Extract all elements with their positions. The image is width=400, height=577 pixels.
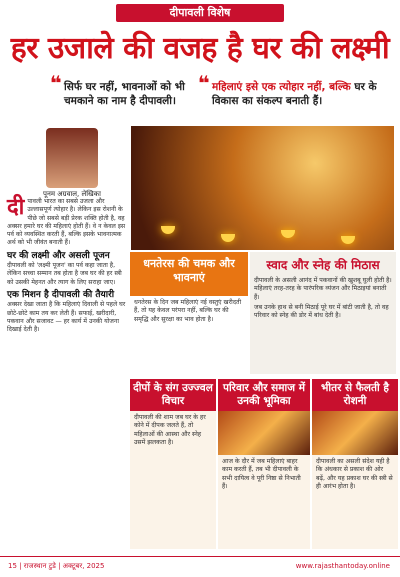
bottom-box-2-text: आज के दौर में जब महिलाएं बाहर काम करती हैं, तब भी दीपावली के सभी दायित्व वे पूरी निष्ठा से निभाती हैं।: [222, 458, 301, 490]
author-avatar: [46, 128, 98, 188]
diya-icon: [161, 226, 175, 234]
intro-paragraph: [7, 195, 129, 248]
bottom-box-1: [130, 379, 216, 549]
quote-mark-icon: ❝: [50, 71, 62, 95]
author-name: पूनम अग्रवाल, लेखिका: [43, 190, 101, 198]
bottom-box-3: [312, 379, 398, 549]
dhanteras-title: धनतेरस की चमक और भावनाएं: [130, 252, 248, 296]
quote-right-text: घर के विकास का संकल्प बनाती हैं।: [212, 81, 377, 107]
bottom-box-2: [218, 379, 310, 549]
diya-icon: [281, 230, 295, 238]
diya-icon: [341, 236, 355, 244]
family-photo: [218, 411, 310, 455]
headline: हर उजाले की वजह है घर की लक्ष्मी: [10, 31, 390, 66]
page-footer: [0, 556, 400, 577]
author-block: [22, 128, 122, 199]
intro-text: पावली भारत का सबसे उजला और उल्लासपूर्ण त्योहार है। लेकिन इस रोशनी के पीछे जो सबसे बड़ी प्रेरक शक्ति होती है, वह अक्सर हमारे घर की महिलाएं होती हैं। वे न केवल इस पर्व को व्यवस्थित करती हैं, बल्कि इसके भावनात्मक अर्थ को भी जीवंत बनाती हैं।: [7, 198, 126, 247]
quote-right-highlight: महिलाएं इसे एक त्योहार नहीं, बल्कि: [212, 81, 351, 93]
bottom-box-2-title: परिवार और समाज में उनकी भूमिका: [218, 379, 310, 411]
diya-photo: [312, 411, 398, 455]
pull-quote-left: [50, 71, 214, 108]
paragraph-2: अक्सर देखा जाता है कि महिलाएं दिवाली से पहले घर छोटे-छोटे काम तय कर लेती हैं। सफाई, खरीदारी, पकवान और सजावट — हर कार्य में उनकी योजना दिखाई देती है।: [7, 301, 126, 334]
bottom-box-1-title: दीपों के संग उज्ज्वल विचार: [130, 379, 216, 411]
bottom-box-3-title: भीतर से फैलती है रोशनी: [312, 379, 398, 411]
drop-cap: दी: [7, 195, 25, 220]
hero-photo: [131, 126, 394, 250]
section-tag: दीपावली विशेष: [116, 4, 284, 22]
dhanteras-text: धनतेरस के दिन जब महिलाएं नई वस्तुएं खरीदती हैं, तो यह केवल परंपरा नहीं, बल्कि घर की समृद्धि और सुरक्षा का भाव होता है।: [134, 299, 242, 323]
sweets-para-1: दीपावली के असली आनंद में पकवानों की खुशबू घुली होती है। महिलाएं तरह-तरह के पारंपरिक व्यंजन और मिठाइयां बनाती हैं।: [254, 277, 392, 301]
dhanteras-box: [130, 252, 248, 374]
left-column: [7, 195, 129, 337]
diya-icon: [221, 234, 235, 242]
subheading-2: एक मिशन है दीपावली की तैयारी: [7, 289, 115, 300]
bottom-box-3-text: दीपावली का असली संदेश यही है कि अंधकार से प्रकाश की ओर बढ़ें, और यह प्रकाश घर की स्त्री से ही आरंभ होता है।: [316, 458, 393, 490]
subheading-1: घर की लक्ष्मी और असली पूजन: [7, 250, 110, 261]
quote-mark-icon: ❝: [198, 71, 210, 95]
footer-website: www.rajasthantoday.online: [295, 562, 390, 570]
pull-quote-right: [198, 71, 382, 108]
sweets-text: [250, 277, 396, 320]
sweets-title: स्वाद और स्नेह की मिठास: [266, 258, 380, 272]
sweets-box: [250, 252, 396, 374]
bottom-box-1-text: दीपावली की शाम जब घर के हर कोने में दीपक जलते हैं, तो महिलाओं की आस्था और स्नेह उसमें झलकता है।: [134, 414, 206, 446]
footer-page-info: 15 | राजस्थान टुडे | अक्टूबर, 2025: [8, 562, 105, 570]
sweets-para-2: जब उनके हाथ से बनी मिठाई पूरे घर में बांटी जाती है, तो वह परिवार को स्नेह की डोर में बांध देती है।: [254, 303, 389, 320]
paragraph-1: दीपावली को 'लक्ष्मी पूजन' का पर्व कहा जाता है, लेकिन सच्चा सम्मान तब होता है जब घर की हर स्त्री को उसकी मेहनत और त्याग के लिए सराहा जाए।: [7, 262, 122, 286]
quote-left-text: सिर्फ घर नहीं, भावनाओं को भी चमकाने का नाम है दीपावली।: [64, 81, 185, 107]
